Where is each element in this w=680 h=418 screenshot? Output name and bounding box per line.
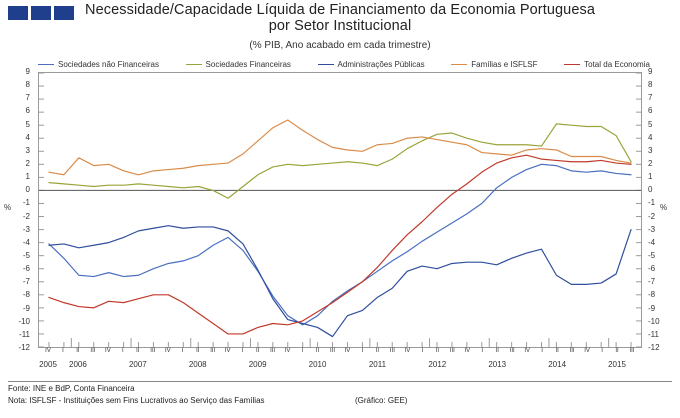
y-tick-left-8: 1 <box>25 172 30 182</box>
x-quarter-label: I <box>481 348 484 354</box>
footer-credit: (Gráfico: GEE) <box>355 396 408 405</box>
y-tick-right-10: -1 <box>648 198 656 208</box>
x-year-label: 2006 <box>69 360 87 369</box>
x-year-label: 2015 <box>608 360 626 369</box>
chart-subtitle: (% PIB, Ano acabado em cada trimestre) <box>249 40 431 51</box>
legend-item-0 <box>38 60 159 69</box>
y-tick-left-20: -11 <box>19 329 30 339</box>
y-tick-left-4: 5 <box>25 119 30 129</box>
y-tick-right-16: -7 <box>648 277 656 287</box>
x-quarter-label: III <box>569 348 575 354</box>
legend-item-4 <box>564 60 650 69</box>
x-quarter-label: IV <box>164 348 171 354</box>
series-line-2 <box>49 226 631 337</box>
chart-title-line1: Necessidade/Capacidade Líquida de Financiamento da Economia Portuguesa <box>85 2 595 18</box>
y-tick-left-1: 8 <box>25 80 30 90</box>
y-tick-right-15: -6 <box>648 264 656 274</box>
x-quarter-label: I <box>62 348 64 354</box>
x-year-label: 2010 <box>308 360 327 369</box>
legend-label: Sociedades não Financeiras <box>58 59 159 69</box>
x-year-label: 2013 <box>488 360 507 369</box>
x-quarter-label: IV <box>524 348 530 354</box>
x-axis-quarter-labels <box>38 348 642 360</box>
footer-source: Fonte: INE e BdP, Conta Financeira <box>8 384 135 393</box>
y-tick-right-8: 1 <box>648 172 653 182</box>
x-year-label: 2007 <box>128 360 147 369</box>
x-quarter-label: III <box>270 348 276 354</box>
y-tick-right-19: -10 <box>648 316 660 326</box>
x-year-label: 2009 <box>248 360 267 369</box>
x-quarter-label: II <box>315 348 320 354</box>
y-tick-left-10: -1 <box>22 198 30 208</box>
x-quarter-label: III <box>509 348 515 354</box>
x-quarter-label: II <box>255 348 260 354</box>
x-quarter-label: I <box>122 348 124 354</box>
x-quarter-label: II <box>375 348 380 354</box>
y-tick-right-21: -12 <box>648 343 660 352</box>
x-quarter-label: I <box>421 348 424 354</box>
x-quarter-label: III <box>150 348 156 354</box>
y-tick-left-18: -9 <box>22 303 30 313</box>
x-quarter-label: IV <box>284 348 291 354</box>
y-tick-right-2: 7 <box>648 93 653 103</box>
x-quarter-label: III <box>90 348 96 354</box>
x-quarter-label: III <box>449 348 455 354</box>
x-quarter-label: II <box>196 348 200 354</box>
series-line-1 <box>49 124 631 198</box>
x-axis-year-labels <box>38 360 642 372</box>
y-tick-left-14: -5 <box>22 251 30 260</box>
y-axis-right-unit: % <box>660 203 668 212</box>
y-tick-right-0: 9 <box>648 67 653 76</box>
y-tick-left-5: 4 <box>25 132 30 142</box>
chart-plot-area <box>38 72 642 348</box>
legend-label: Famílias e ISFLSF <box>471 59 538 69</box>
x-year-label: 2014 <box>548 360 567 369</box>
x-quarter-label: III <box>210 348 216 354</box>
footer-note: Nota: ISFLSF - Instituições sem Fins Lucrativos ao Serviço das Famílias <box>8 396 265 405</box>
y-tick-right-1: 8 <box>648 80 653 90</box>
y-tick-right-18: -9 <box>648 303 656 313</box>
series-line-4 <box>49 155 631 334</box>
legend-swatch-icon <box>564 64 580 65</box>
series-line-0 <box>49 164 631 324</box>
x-quarter-label: IV <box>584 348 590 354</box>
x-quarter-label: I <box>241 348 244 354</box>
x-quarter-label: II <box>76 348 80 354</box>
legend-label: Total da Economia <box>584 59 650 69</box>
x-quarter-label: II <box>495 348 499 354</box>
y-tick-right-20: -11 <box>648 329 659 339</box>
x-quarter-label: IV <box>224 348 231 354</box>
legend-label: Sociedades Financeiras <box>205 59 291 69</box>
legend-item-2 <box>318 60 425 69</box>
x-quarter-label: IV <box>344 348 351 354</box>
x-quarter-label: IV <box>45 348 51 354</box>
y-tick-left-0: 9 <box>25 67 30 76</box>
x-quarter-label: II <box>555 348 559 354</box>
legend-swatch-icon <box>451 64 467 65</box>
legend-item-3 <box>451 60 537 69</box>
x-year-label: 2005 <box>39 360 57 369</box>
y-tick-left-6: 3 <box>25 145 30 155</box>
x-quarter-label: IV <box>105 348 111 354</box>
y-tick-left-9: 0 <box>25 185 30 195</box>
x-year-label: 2011 <box>368 360 387 369</box>
y-tick-left-17: -8 <box>22 290 30 300</box>
x-quarter-label: I <box>541 348 543 354</box>
legend-swatch-icon <box>38 64 54 65</box>
y-tick-left-16: -7 <box>22 277 30 287</box>
chart-title-line2: por Setor Institucional <box>268 18 412 34</box>
y-tick-left-13: -4 <box>22 237 30 247</box>
x-quarter-label: IV <box>404 348 411 354</box>
y-tick-right-13: -4 <box>648 237 656 247</box>
legend-item-1 <box>186 60 291 69</box>
x-year-label: 2012 <box>428 360 447 369</box>
legend-swatch-icon <box>186 64 202 65</box>
x-quarter-label: I <box>601 348 603 354</box>
y-tick-left-11: -2 <box>22 211 30 221</box>
y-tick-right-17: -8 <box>648 290 656 300</box>
footer-divider <box>8 381 672 382</box>
x-year-label: 2008 <box>188 360 207 369</box>
x-quarter-label: IV <box>464 348 471 354</box>
y-tick-right-9: 0 <box>648 185 653 195</box>
x-quarter-label: II <box>615 348 619 354</box>
y-tick-right-12: -3 <box>648 224 656 234</box>
y-tick-left-12: -3 <box>22 224 30 234</box>
y-tick-left-19: -10 <box>18 316 30 326</box>
x-quarter-label: I <box>301 348 304 354</box>
y-tick-left-3: 6 <box>25 106 30 116</box>
x-quarter-label: III <box>329 348 335 354</box>
y-tick-right-3: 6 <box>648 106 653 116</box>
y-tick-left-21: -12 <box>18 343 30 352</box>
x-quarter-label: III <box>389 348 395 354</box>
x-quarter-label: I <box>361 348 364 354</box>
y-tick-right-4: 5 <box>648 119 653 129</box>
y-tick-right-6: 3 <box>648 145 653 155</box>
y-axis-left-unit: % <box>4 203 12 212</box>
y-tick-right-14: -5 <box>648 251 656 260</box>
y-tick-left-2: 7 <box>25 93 30 103</box>
y-tick-right-5: 4 <box>648 132 653 142</box>
y-tick-left-15: -6 <box>22 264 30 274</box>
legend-swatch-icon <box>318 64 334 65</box>
chart-legend <box>38 57 650 71</box>
x-quarter-label: I <box>181 348 184 354</box>
series-line-3 <box>49 120 631 175</box>
y-tick-left-7: 2 <box>25 159 30 168</box>
y-tick-right-7: 2 <box>648 159 653 168</box>
chart-svg <box>39 73 641 347</box>
x-quarter-label: III <box>629 348 635 354</box>
x-quarter-label: II <box>435 348 439 354</box>
x-quarter-label: II <box>136 348 140 354</box>
y-tick-right-11: -2 <box>648 211 656 221</box>
chart-title <box>0 2 680 34</box>
legend-label: Administrações Públicas <box>337 59 425 69</box>
